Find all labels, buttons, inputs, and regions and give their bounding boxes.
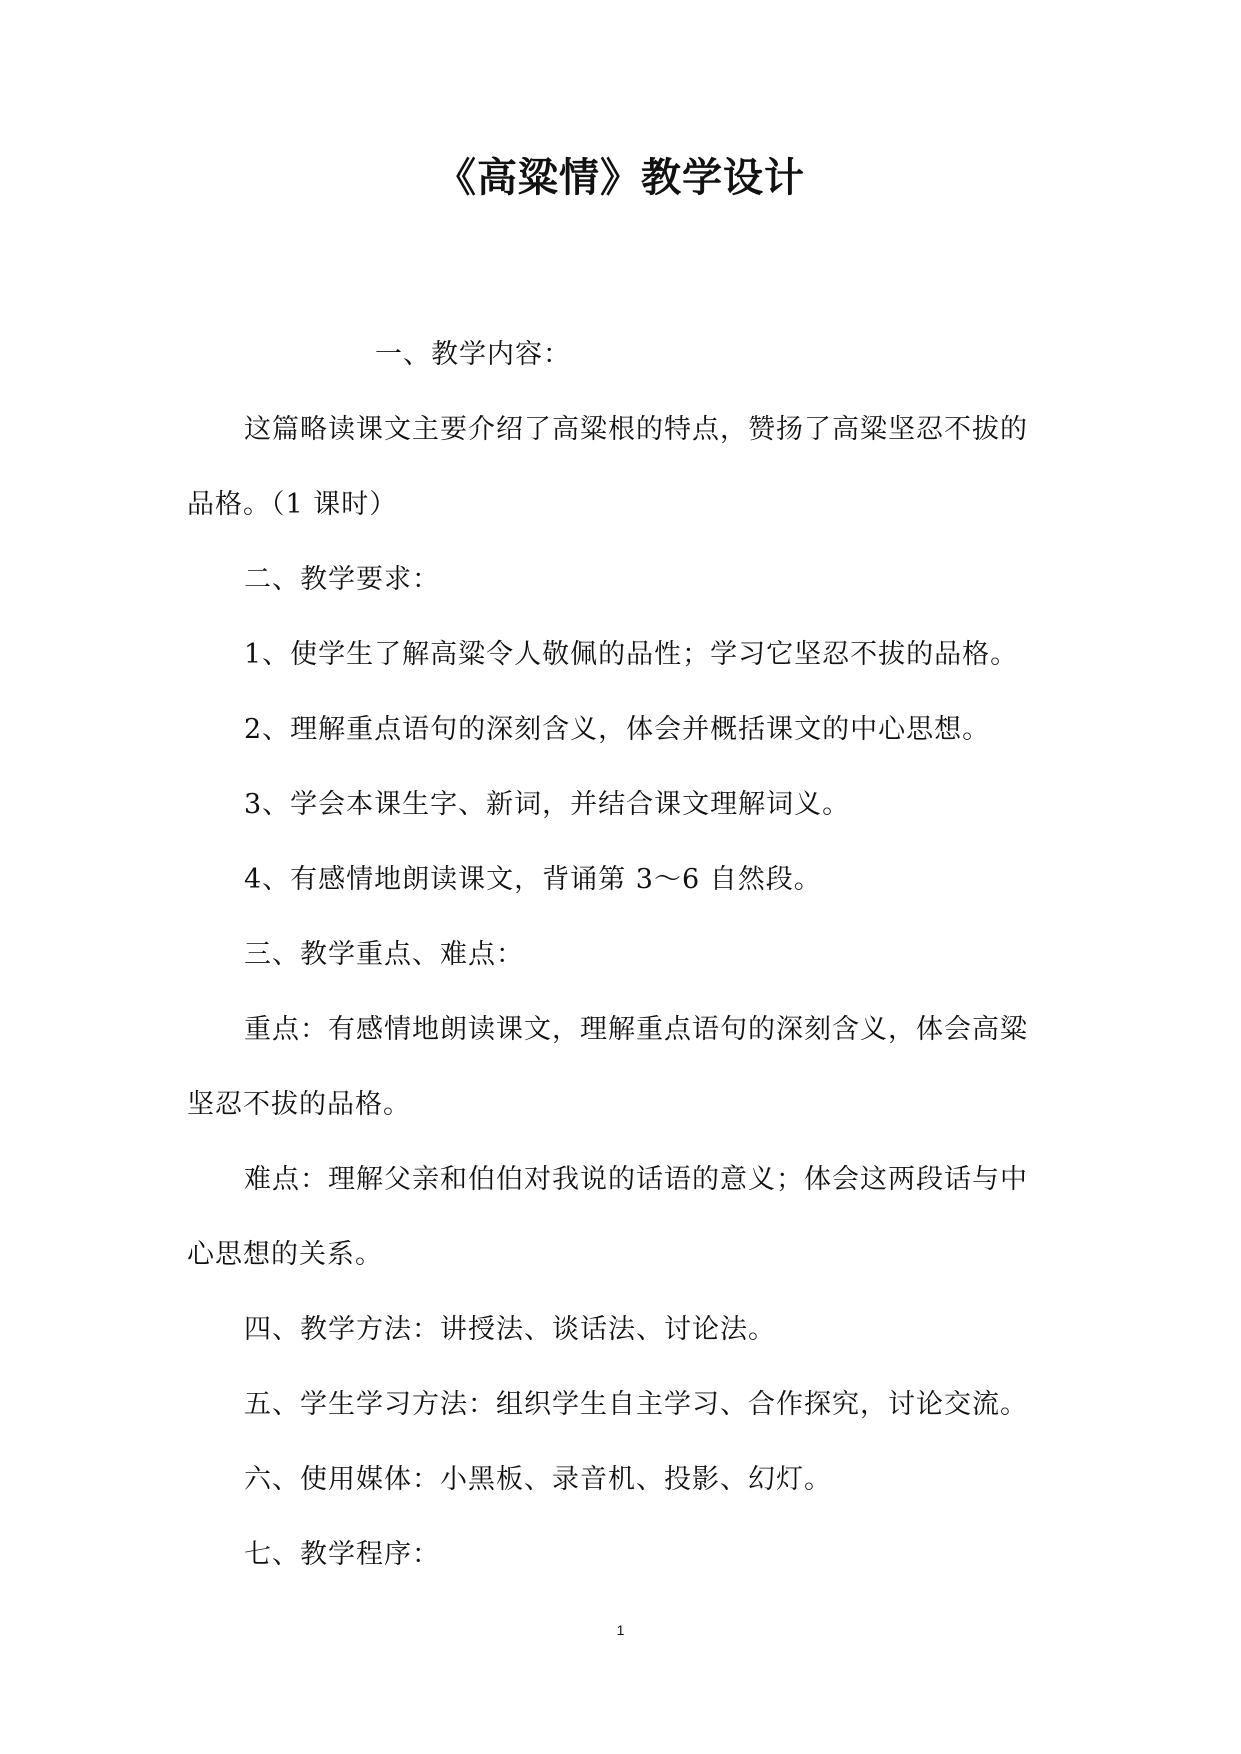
section-heading-key-points: 三、教学重点、难点： <box>244 939 524 970</box>
list-item: 3、学会本课生字、新词，并结合课文理解词义。 <box>244 789 851 820</box>
section-heading-procedure: 七、教学程序： <box>244 1539 440 1570</box>
paragraph-line: 难点：理解父亲和伯伯对我说的话语的意义；体会这两段话与中 <box>244 1164 1028 1195</box>
paragraph-line: 坚忍不拔的品格。 <box>187 1089 411 1120</box>
paragraph-line: 心思想的关系。 <box>187 1239 383 1270</box>
document-title: 《高粱情》教学设计 <box>436 154 805 201</box>
list-item: 2、理解重点语句的深刻含义，体会并概括课文的中心思想。 <box>244 714 991 745</box>
section-heading-requirements: 二、教学要求： <box>244 564 440 595</box>
section-heading-content: 一、教学内容： <box>375 339 571 370</box>
section-heading-media: 六、使用媒体：小黑板、录音机、投影、幻灯。 <box>244 1464 832 1495</box>
list-item: 1、使学生了解高粱令人敬佩的品性；学习它坚忍不拔的品格。 <box>244 639 1019 670</box>
list-item: 4、有感情地朗读课文，背诵第 3～6 自然段。 <box>244 864 822 895</box>
paragraph-line: 重点：有感情地朗读课文，理解重点语句的深刻含义，体会高粱 <box>244 1014 1028 1045</box>
section-heading-methods: 四、教学方法：讲授法、谈话法、讨论法。 <box>244 1314 776 1345</box>
section-heading-learning-methods: 五、学生学习方法：组织学生自主学习、合作探究，讨论交流。 <box>244 1389 1028 1420</box>
paragraph-line: 品格。（1 课时） <box>187 489 398 520</box>
paragraph-line: 这篇略读课文主要介绍了高粱根的特点，赞扬了高粱坚忍不拔的 <box>244 414 1028 445</box>
page-number: 1 <box>616 1622 625 1638</box>
